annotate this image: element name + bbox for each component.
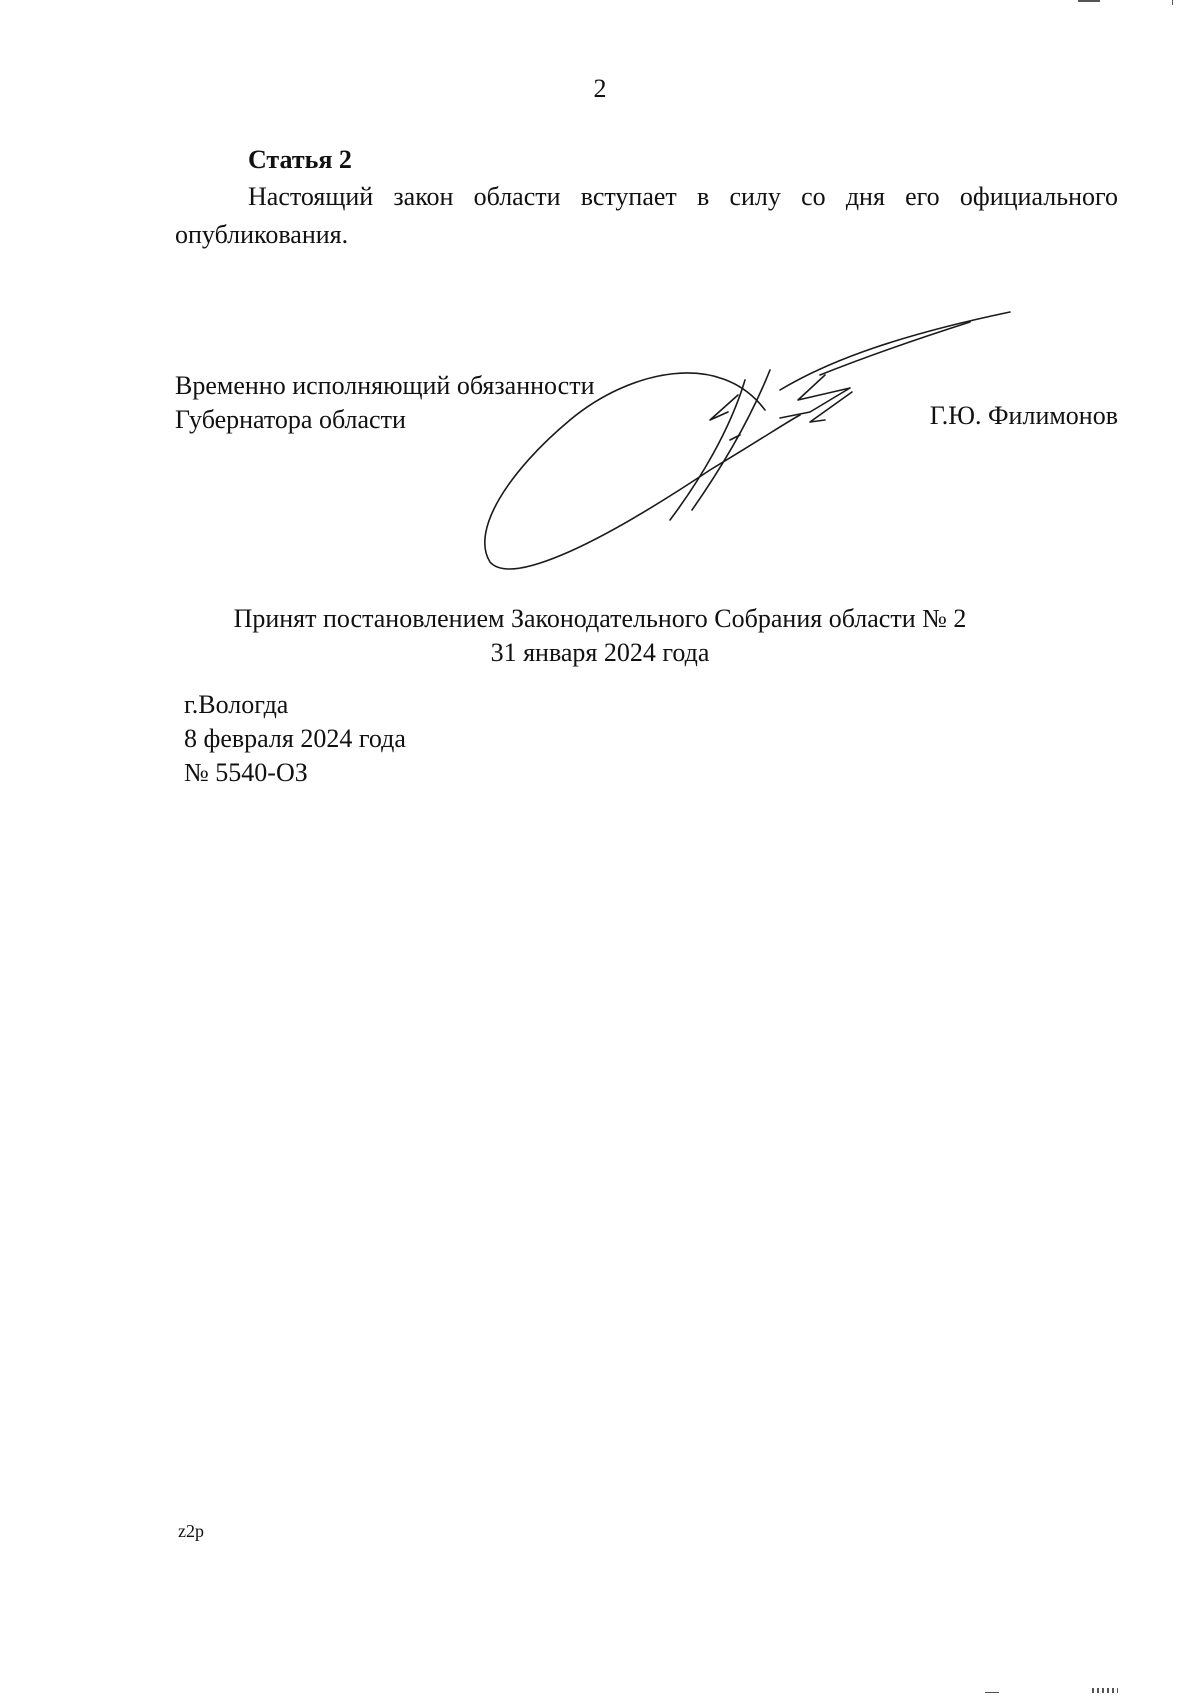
signatory-title-line-2: Губернатора области — [175, 405, 406, 434]
city: г.Вологда — [184, 690, 289, 719]
scan-artifact-top-right — [1172, 0, 1173, 5]
footer-code: z2p — [178, 1521, 204, 1541]
signature-icon — [480, 300, 1020, 580]
scan-artifact-bottom-left — [985, 1692, 999, 1693]
article-text-line-2: опубликования. — [175, 220, 349, 249]
article-heading: Статья 2 — [248, 145, 352, 174]
page-number: 2 — [593, 74, 607, 103]
place-date-number — [184, 688, 406, 790]
adoption-note — [0, 602, 1200, 670]
article-body — [175, 178, 1118, 254]
scan-artifact-bottom-right — [1092, 1688, 1118, 1693]
adoption-line-2: 31 января 2024 года — [490, 638, 710, 667]
article-text-line-1: Настоящий закон области вступает в силу со дня его официального — [248, 182, 1118, 211]
scan-artifact-top — [1078, 0, 1100, 2]
signatory-name: Г.Ю. Филимонов — [929, 401, 1118, 430]
signatory-title-line-1: Временно исполняющий обязанности — [175, 371, 595, 400]
signing-date: 8 февраля 2024 года — [184, 724, 406, 753]
law-number: № 5540-ОЗ — [184, 758, 308, 787]
adoption-line-1: Принят постановлением Законодательного Собрания области № 2 — [233, 604, 967, 633]
